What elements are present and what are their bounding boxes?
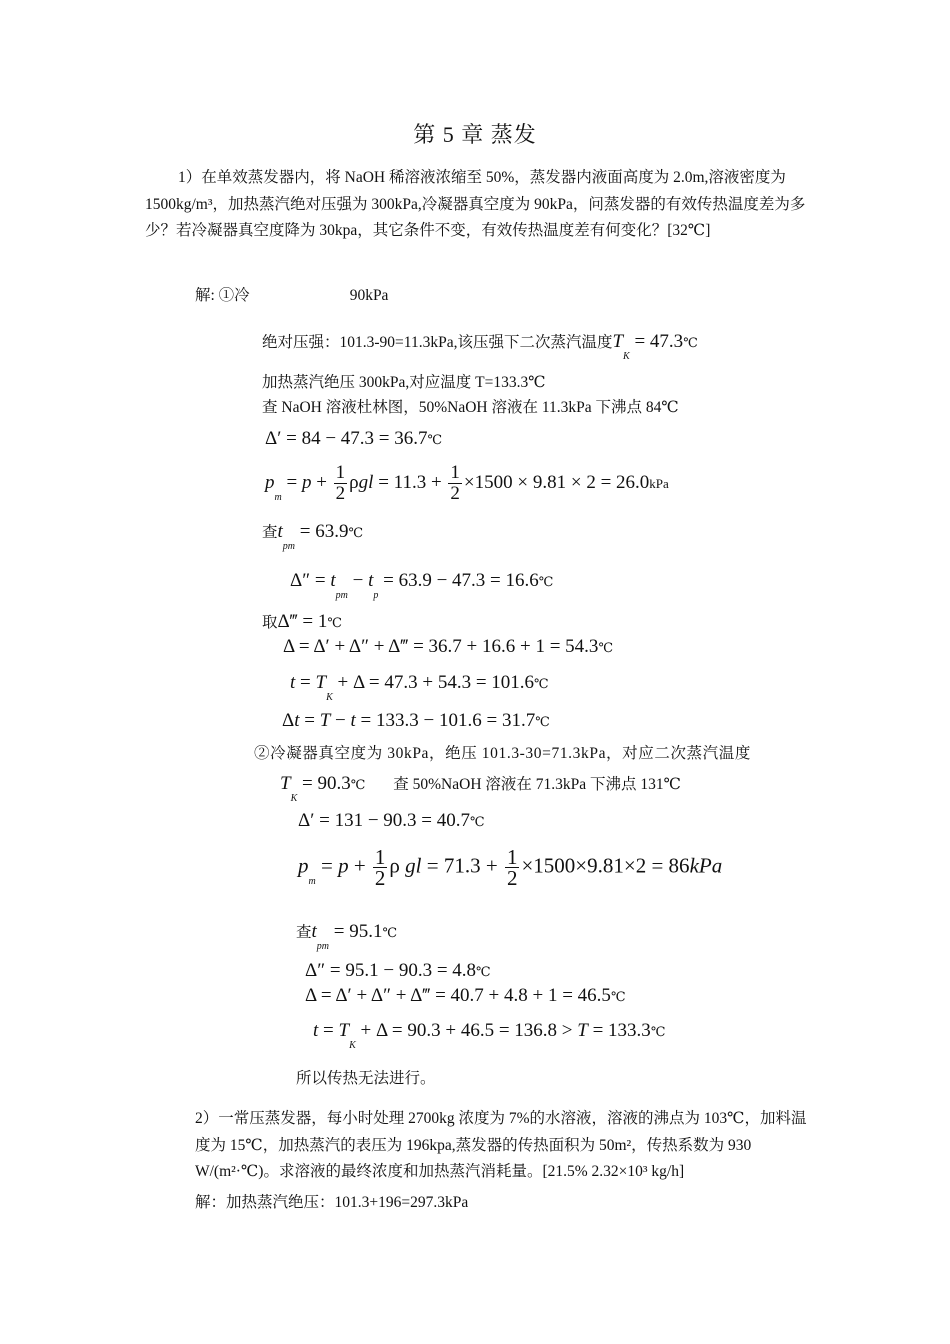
chapter-title: 第 5 章 蒸发	[413, 122, 537, 147]
eq-t-boiling: $t = T_K + \Delta = 47.3 + 54.3$ = 101.6℃	[290, 672, 549, 703]
eq2-pm: $p_m = p$ + $\frac{1}{2}$ ρ gl = 71.3 + $\frac{1}{2}$ ×1500×9.81×2 = 86kPa	[298, 845, 723, 890]
absolute-pressure-line: 绝对压强：101.3-90=11.3kPa,该压强下二次蒸汽温度$T_K$ = 47.3℃	[262, 331, 698, 362]
problem-2-text: 2）一常压蒸发器，每小时处理 2700kg 浓度为 7%的水溶液，溶液的沸点为 103℃，加料温度为 15℃，加热蒸汽的表压为 196kpa,蒸发器的传热面积为 50m²，传热系数为 930 W/(m²·℃)。求溶液的最终浓度和加热蒸汽消耗量。[21.5% 2.32×10³ kg/h]	[195, 1110, 807, 1180]
eq2-t-boiling: $t = T_K + \Delta = 90.3 + 46.5 = 136.8 > T$ = 133.3℃	[313, 1020, 666, 1051]
eq-delta-prime: Δ′ = 84 − 47.3 = 36.7℃	[265, 428, 443, 449]
solution-intro: 解: ①冷 90kPa	[195, 287, 389, 304]
eq-tk2: $T_K$ = 90.3℃ 查 50%NaOH 溶液在 71.3kPa 下沸点 131℃	[280, 773, 681, 804]
eq-delta-sum: Δ = Δ′ + Δ″ + Δ‴ = 36.7 + 16.6 + 1 = 54.3℃	[283, 636, 613, 657]
eq-pm: $p_m = p$ + $\frac{1}{2}$ ρgl = 11.3 + $\frac{1}{2}$ ×1500 × 9.81 × 2 = 26.0kPa	[265, 462, 669, 504]
eq2-delta-sum: Δ = Δ′ + Δ″ + Δ‴ = 40.7 + 4.8 + 1 = 46.5℃	[305, 985, 626, 1006]
eq-delta-double-prime: $\Delta'' = t_{pm} - t_p = 63.9 - 47.3$ = 16.6℃	[290, 570, 554, 601]
problem-1-text: 1）在单效蒸发器内，将 NaOH 稀溶液浓缩至 50%，蒸发器内液面高度为 2.0m,溶液密度为 1500kg/m³，加热蒸汽绝对压强为 300kPa,冷凝器真空度为 90kPa，问蒸发器的有效传热温度差为多少？若冷凝器真空度降为 30kpa，其它条件不变，有效传热温度差有何变化？[32℃]	[145, 169, 806, 239]
eq2-delta-prime: Δ′ = 131 − 90.3 = 40.7℃	[298, 810, 485, 831]
part-2-line: ②冷凝器真空度为 30kPa，绝压 101.3-30=71.3kPa，对应二次蒸汽温度	[254, 745, 751, 762]
eq2-delta-double-prime: Δ″ = 95.1 − 90.3 = 4.8℃	[305, 960, 491, 981]
conclusion-line: 所以传热无法进行。	[296, 1070, 436, 1087]
eq-tpm: 查$t_{pm}$ = 63.9℃	[262, 521, 364, 552]
eq-delta-triple-prime: 取Δ‴ = 1℃	[262, 611, 342, 632]
problem-2-solution: 解：加热蒸汽绝压：101.3+196=297.3kPa	[195, 1194, 469, 1211]
eq-delta-t: Δt = T − t = 133.3 − 101.6 = 31.7℃	[282, 710, 550, 731]
heating-steam-line: 加热蒸汽绝压 300kPa,对应温度 T=133.3℃	[262, 374, 546, 391]
eq2-tpm: 查$t_{pm}$ = 95.1℃	[296, 921, 398, 952]
duhring-lookup-line: 查 NaOH 溶液杜林图，50%NaOH 溶液在 11.3kPa 下沸点 84℃	[262, 399, 679, 416]
